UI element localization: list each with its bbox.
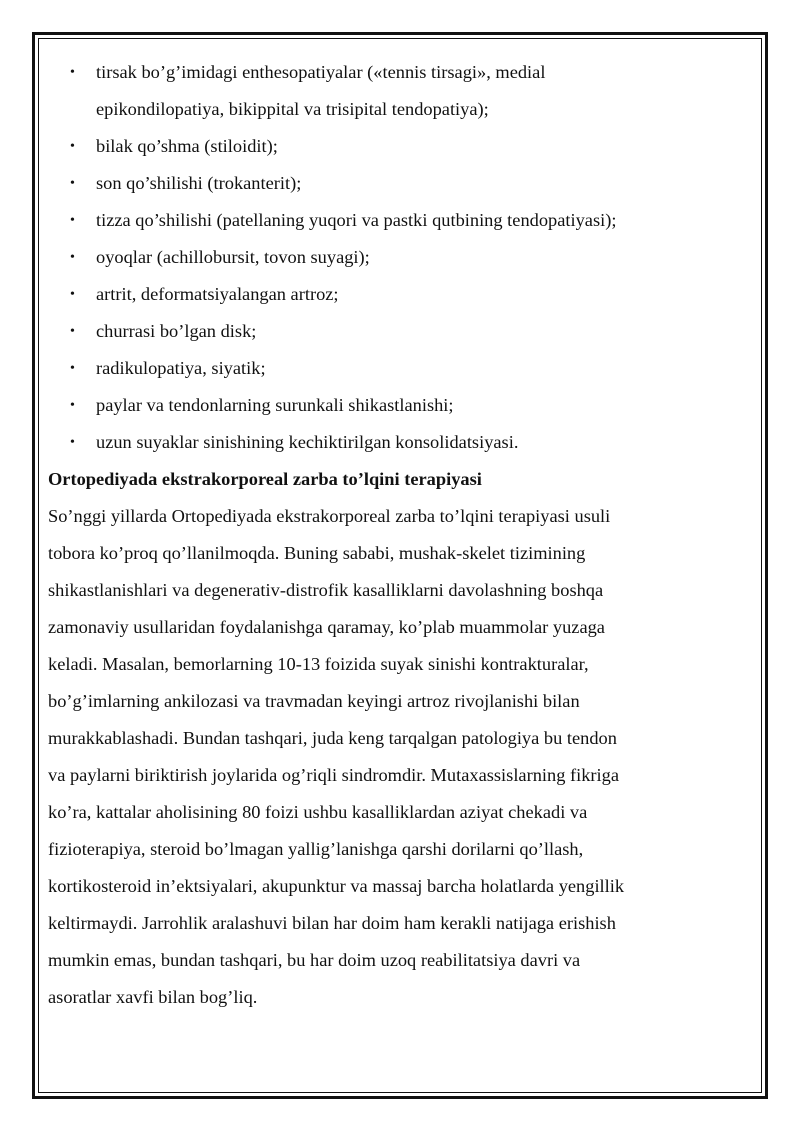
paragraph-line: shikastlanishlari va degenerativ-distrofik kasalliklarni davolashning boshqa — [48, 580, 604, 600]
section-heading: Ortopediyada ekstrakorporeal zarba to’lqini terapiyasi — [48, 469, 482, 489]
list-item — [48, 387, 758, 424]
list-item — [48, 276, 758, 313]
bullet-icon: • — [70, 65, 75, 80]
document-body — [48, 54, 758, 1016]
list-item — [48, 128, 758, 165]
list-item — [48, 313, 758, 350]
paragraph-line: murakkablashadi. Bundan tashqari, juda keng tarqalgan patologiya bu tendon — [48, 728, 617, 748]
list-item-text: churrasi bo’lgan disk; — [96, 321, 257, 341]
list-item-text: artrit, deformatsiyalangan artroz; — [96, 284, 339, 304]
paragraph-line: mumkin emas, bundan tashqari, bu har doim uzoq reabilitatsiya davri va — [48, 950, 581, 970]
list-item-text: tirsak bo’g’imidagi enthesopatiyalar («tennis tirsagi», medial — [96, 62, 546, 82]
bullet-icon: • — [70, 213, 75, 228]
bullet-icon: • — [70, 139, 75, 154]
paragraph-line: zamonaviy usullaridan foydalanishga qaramay, ko’plab muammolar yuzaga — [48, 617, 605, 637]
list-item-text: paylar va tendonlarning surunkali shikastlanishi; — [96, 395, 454, 415]
list-item — [48, 202, 758, 239]
bullet-icon: • — [70, 250, 75, 265]
bullet-icon: • — [70, 287, 75, 302]
list-item — [48, 424, 758, 461]
list-item-text: oyoqlar (achillobursit, tovon suyagi); — [96, 247, 370, 267]
paragraph-line: keltirmaydi. Jarrohlik aralashuvi bilan har doim ham kerakli natijaga erishish — [48, 913, 616, 933]
list-item — [48, 165, 758, 202]
list-item-text: epikondilopatiya, bikippital va trisipital tendopatiya); — [96, 99, 489, 119]
list-item-text: bilak qo’shma (stiloidit); — [96, 136, 278, 156]
list-item — [48, 54, 758, 128]
list-item-text: tizza qo’shilishi (patellaning yuqori va pastki qutbining tendopatiyasi); — [96, 210, 617, 230]
bullet-icon: • — [70, 176, 75, 191]
list-item-text: son qo’shilishi (trokanterit); — [96, 173, 302, 193]
section-paragraph — [48, 498, 758, 1016]
bullet-icon: • — [70, 324, 75, 339]
paragraph-line: fizioterapiya, steroid bo’lmagan yallig’lanishga qarshi dorilarni qo’llash, — [48, 839, 584, 859]
paragraph-line: va paylarni biriktirish joylarida og’riqli sindromdir. Mutaxassislarning fikriga — [48, 765, 620, 785]
bullet-icon: • — [70, 398, 75, 413]
list-item-text: uzun suyaklar sinishining kechiktirilgan konsolidatsiyasi. — [96, 432, 519, 452]
paragraph-line: So’nggi yillarda Ortopediyada ekstrakorporeal zarba to’lqini terapiyasi usuli — [48, 506, 611, 526]
paragraph-line: keladi. Masalan, bemorlarning 10-13 foizida suyak sinishi kontrakturalar, — [48, 654, 589, 674]
paragraph-line: kortikosteroid in’ektsiyalari, akupunktur va massaj barcha holatlarda yengillik — [48, 876, 625, 896]
list-item — [48, 350, 758, 387]
paragraph-line: tobora ko’proq qo’llanilmoqda. Buning sababi, mushak-skelet tizimining — [48, 543, 586, 563]
list-item — [48, 239, 758, 276]
paragraph-line: bo’g’imlarning ankilozasi va travmadan keyingi artroz rivojlanishi bilan — [48, 691, 580, 711]
bullet-icon: • — [70, 361, 75, 376]
bullet-icon: • — [70, 435, 75, 450]
bullet-list — [48, 54, 758, 461]
list-item-text: radikulopatiya, siyatik; — [96, 358, 266, 378]
paragraph-line: ko’ra, kattalar aholisining 80 foizi ushbu kasalliklardan aziyat chekadi va — [48, 802, 588, 822]
paragraph-line: asoratlar xavfi bilan bog’liq. — [48, 987, 258, 1007]
